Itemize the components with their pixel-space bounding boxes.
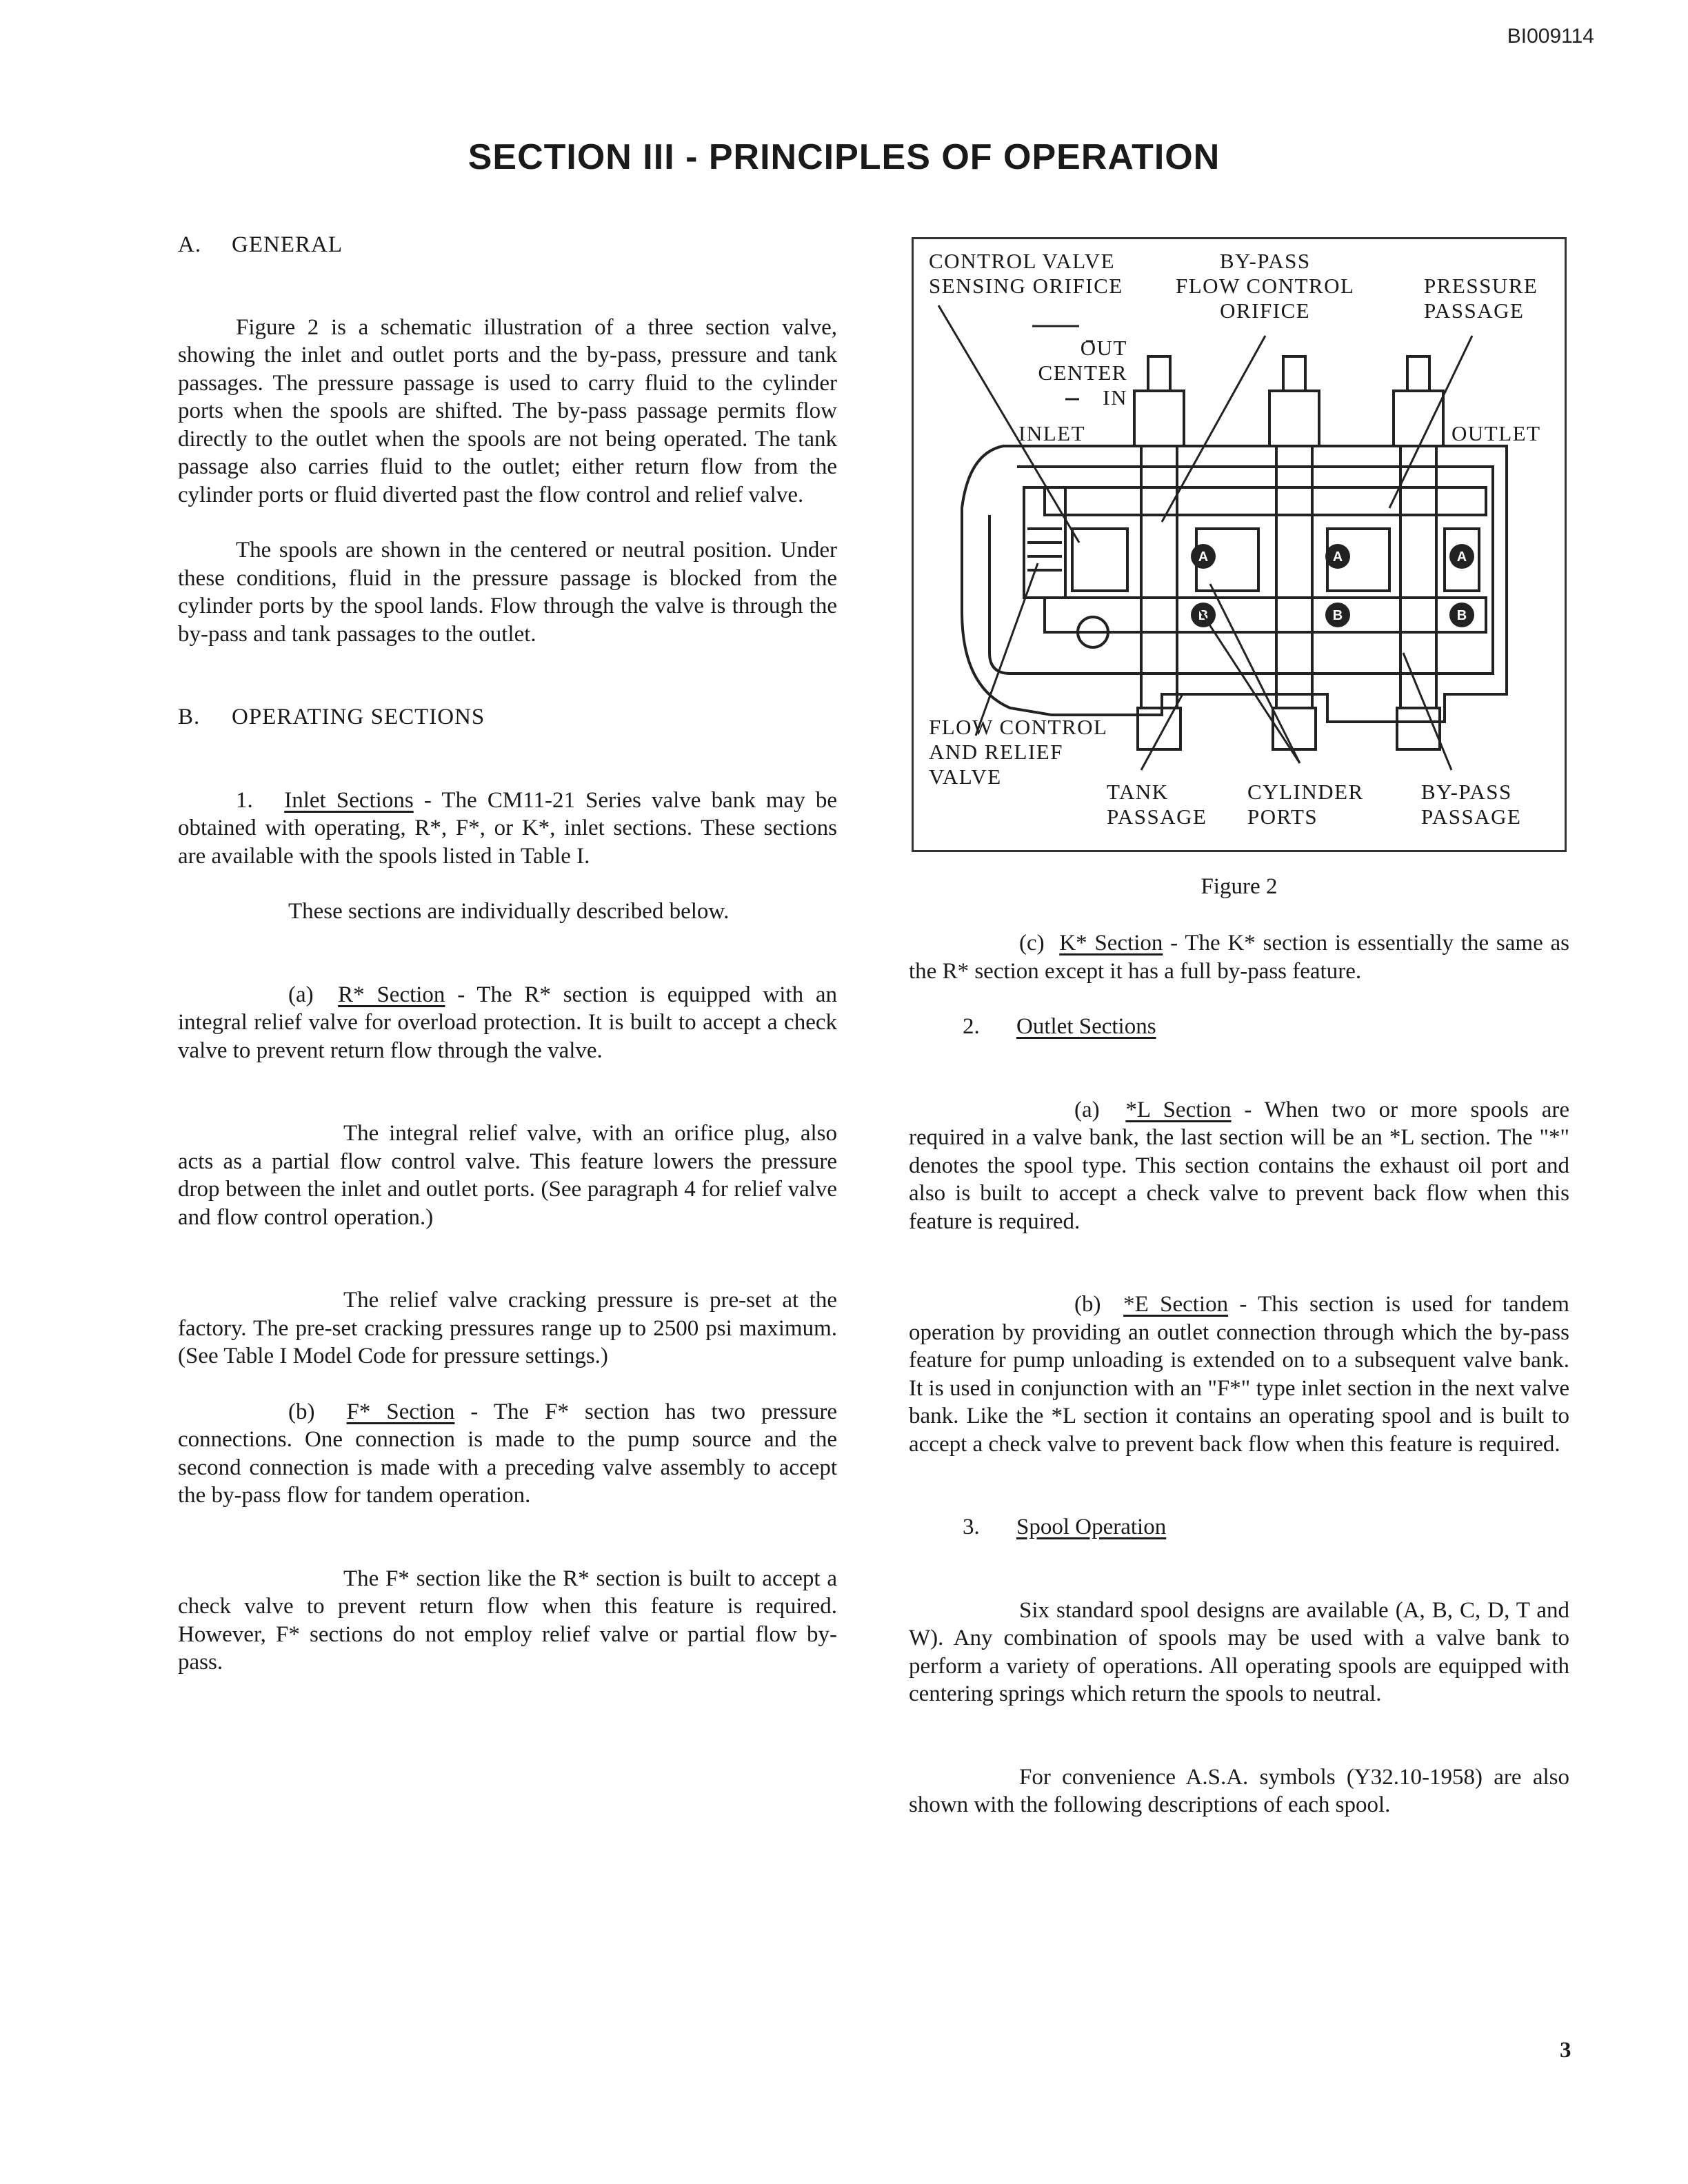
port-b-label-3: B [1456,608,1467,623]
e-section-text: - This section is used for tandem operation by providing an outlet connection through which the by-pass feature for pump unloading is extended on to a subsequent valve bank. It is used in conjunction with an "F*" type inlet section in the next valve bank. Like the *L section it contains an operating spool and is built to accept a check valve to prevent back flow when this feature is required. [909,1292,1569,1457]
general-paragraph-2: The spools are shown in the centered or neutral position. Under these conditions, fluid in the pressure passage is blocked from the cylinder ports by the spool lands. Flow through the valve is through the by-pass and tank passages to the outlet. [178,538,837,647]
l-section-label: (a) [1074,1097,1100,1122]
inlet-paragraph-text: - The CM11-21 Series valve bank may be obtained with operating, R*, F*, or K*, inlet sections. These sections are available with the spools listed in Table I. [178,787,837,869]
label-control-valve-orifice: CONTROL VALVE SENSING ORIFICE [929,249,1123,298]
k-section-paragraph [909,929,1569,985]
k-section-heading: K* Section [1059,931,1163,956]
k-section-label: (c) [1019,931,1045,956]
k-section-text: - The K* section is essentially the same as the R* section except it has a full by-pass feature. [909,931,1570,984]
e-section-label: (b) [1074,1292,1101,1317]
e-section-heading: *E Section [1123,1292,1229,1317]
spool-1 [1134,356,1184,749]
operating-sections-heading [178,703,837,731]
f-section-paragraph-2: The F* section like the R* section is built to accept a check valve to prevent return flow when this feature is required. However, F* sections do not employ relief valve or partial flow by-pass. [178,1566,837,1675]
r-section-label: (a) [288,982,314,1007]
leader-lines [938,305,1472,770]
relief-valve-spring [1027,529,1062,570]
spool-heading-text: Spool Operation [1016,1515,1167,1539]
outlet-sections-heading [909,1013,1569,1041]
label-inlet: INLET [1018,421,1086,445]
f-section-label: (b) [288,1399,315,1424]
f-section-paragraph [178,1398,837,1510]
general-heading-text: GENERAL [232,232,343,257]
spool-2 [1269,356,1319,749]
f-section-text: - The F* section has two pressure connections. One connection is made to the pump source and the second connection is made with a preceding valve assembly to accept the by-pass flow for tandem operation. [178,1399,837,1508]
inlet-paragraph-2: These sections are individually described below. [288,899,730,924]
general-heading [178,231,837,259]
pressure-passage-outline [1045,487,1486,515]
spool-paragraph-2: For convenience A.S.A. symbols (Y32.10-1958) are also shown with the following descriptions of each spool. [909,1764,1569,1817]
inlet-heading-number: 1. [236,787,253,813]
label-cylinder-ports: CYLINDER PORTS [1247,780,1364,829]
inlet-heading-text: Inlet Sections [284,787,414,813]
section-title: SECTION III - PRINCIPLES OF OPERATION [468,137,1220,177]
l-section-text: - When two or more spools are required in a valve bank, the last section will be an *L section. The "*" denotes the spool type. This section contains the exhaust oil port and also is built to accept a check valve to prevent back flow when this feature is required. [909,1097,1569,1234]
spool-operation-heading [909,1513,1569,1541]
spool-paragraph-1: Six standard spool designs are available (A, B, C, D, T and W). Any combination of spools may be used with a valve bank to perform a variety of operations. All operating spools are equipped with centering springs which return the spools to neutral. [909,1597,1569,1706]
port-a-label-2: A [1332,549,1343,565]
label-bypass-passage: BY-PASS PASSAGE [1421,780,1522,829]
inlet-sections-paragraph [178,787,837,871]
label-outlet: OUTLET [1451,421,1541,445]
cavity-1 [1072,529,1127,591]
r-section-paragraph-2: The integral relief valve, with an orifice plug, also acts as a partial flow control valve. This feature lowers the pressure drop between the inlet and outlet ports. (See paragraph 4 for relief valve and flow control operation.) [178,1121,837,1230]
f-section-heading: F* Section [346,1399,455,1424]
r-section-heading: R* Section [338,982,445,1007]
port-b-label-2: B [1332,608,1343,623]
bypass-passage-outline [1045,598,1486,632]
outlet-heading-number: 2. [963,1014,980,1039]
label-spool-positions: OUT CENTER IN [1038,336,1127,410]
figure-2-valve-schematic [912,237,1567,852]
operating-heading-text: OPERATING SECTIONS [232,705,485,729]
document-id: BI009114 [1507,25,1594,48]
l-section-heading: *L Section [1125,1097,1232,1122]
r-section-paragraph [178,981,837,1065]
left-column [178,231,837,1677]
label-tank-passage: TANK PASSAGE [1107,780,1207,829]
outlet-heading-text: Outlet Sections [1016,1014,1156,1039]
e-section-paragraph [909,1291,1569,1458]
general-paragraph-1: Figure 2 is a schematic illustration of a three section valve, showing the inlet and outlet ports and the by-pass, pressure and tank passages. The pressure passage is used to carry fluid to the cylinder ports when the spools are shifted. The by-pass passage permits flow directly to the outlet when the spools are not being operated. The tank passage also carries fluid to the outlet; either return flow from the cylinder ports or fluid diverted past the flow control and relief valve. [178,314,837,507]
port-b-label-1: B [1198,608,1209,623]
port-a-label-3: A [1456,549,1467,565]
right-column [909,929,1569,1819]
r-section-paragraph-3: The relief valve cracking pressure is pre-set at the factory. The pre-set cracking pressures range up to 2500 psi maximum. (See Table I Model Code for pressure settings.) [178,1288,837,1368]
spool-heading-number: 3. [963,1515,980,1539]
r-section-text: - The R* section is equipped with an integral relief valve for overload protection. It is built to accept a check valve to prevent return flow through the valve. [178,982,837,1063]
page-number: 3 [1560,2038,1571,2063]
figure-caption: Figure 2 [1200,874,1278,899]
port-a-label-1: A [1198,549,1209,565]
label-bypass-orifice: BY-PASS FLOW CONTROL ORIFICE [1176,249,1355,323]
l-section-paragraph [909,1096,1569,1236]
general-heading-number: A. [178,232,202,257]
label-pressure-passage: PRESSURE PASSAGE [1424,274,1538,323]
label-flow-control-relief: FLOW CONTROL AND RELIEF VALVE [929,715,1108,789]
operating-heading-number: B. [178,705,201,729]
